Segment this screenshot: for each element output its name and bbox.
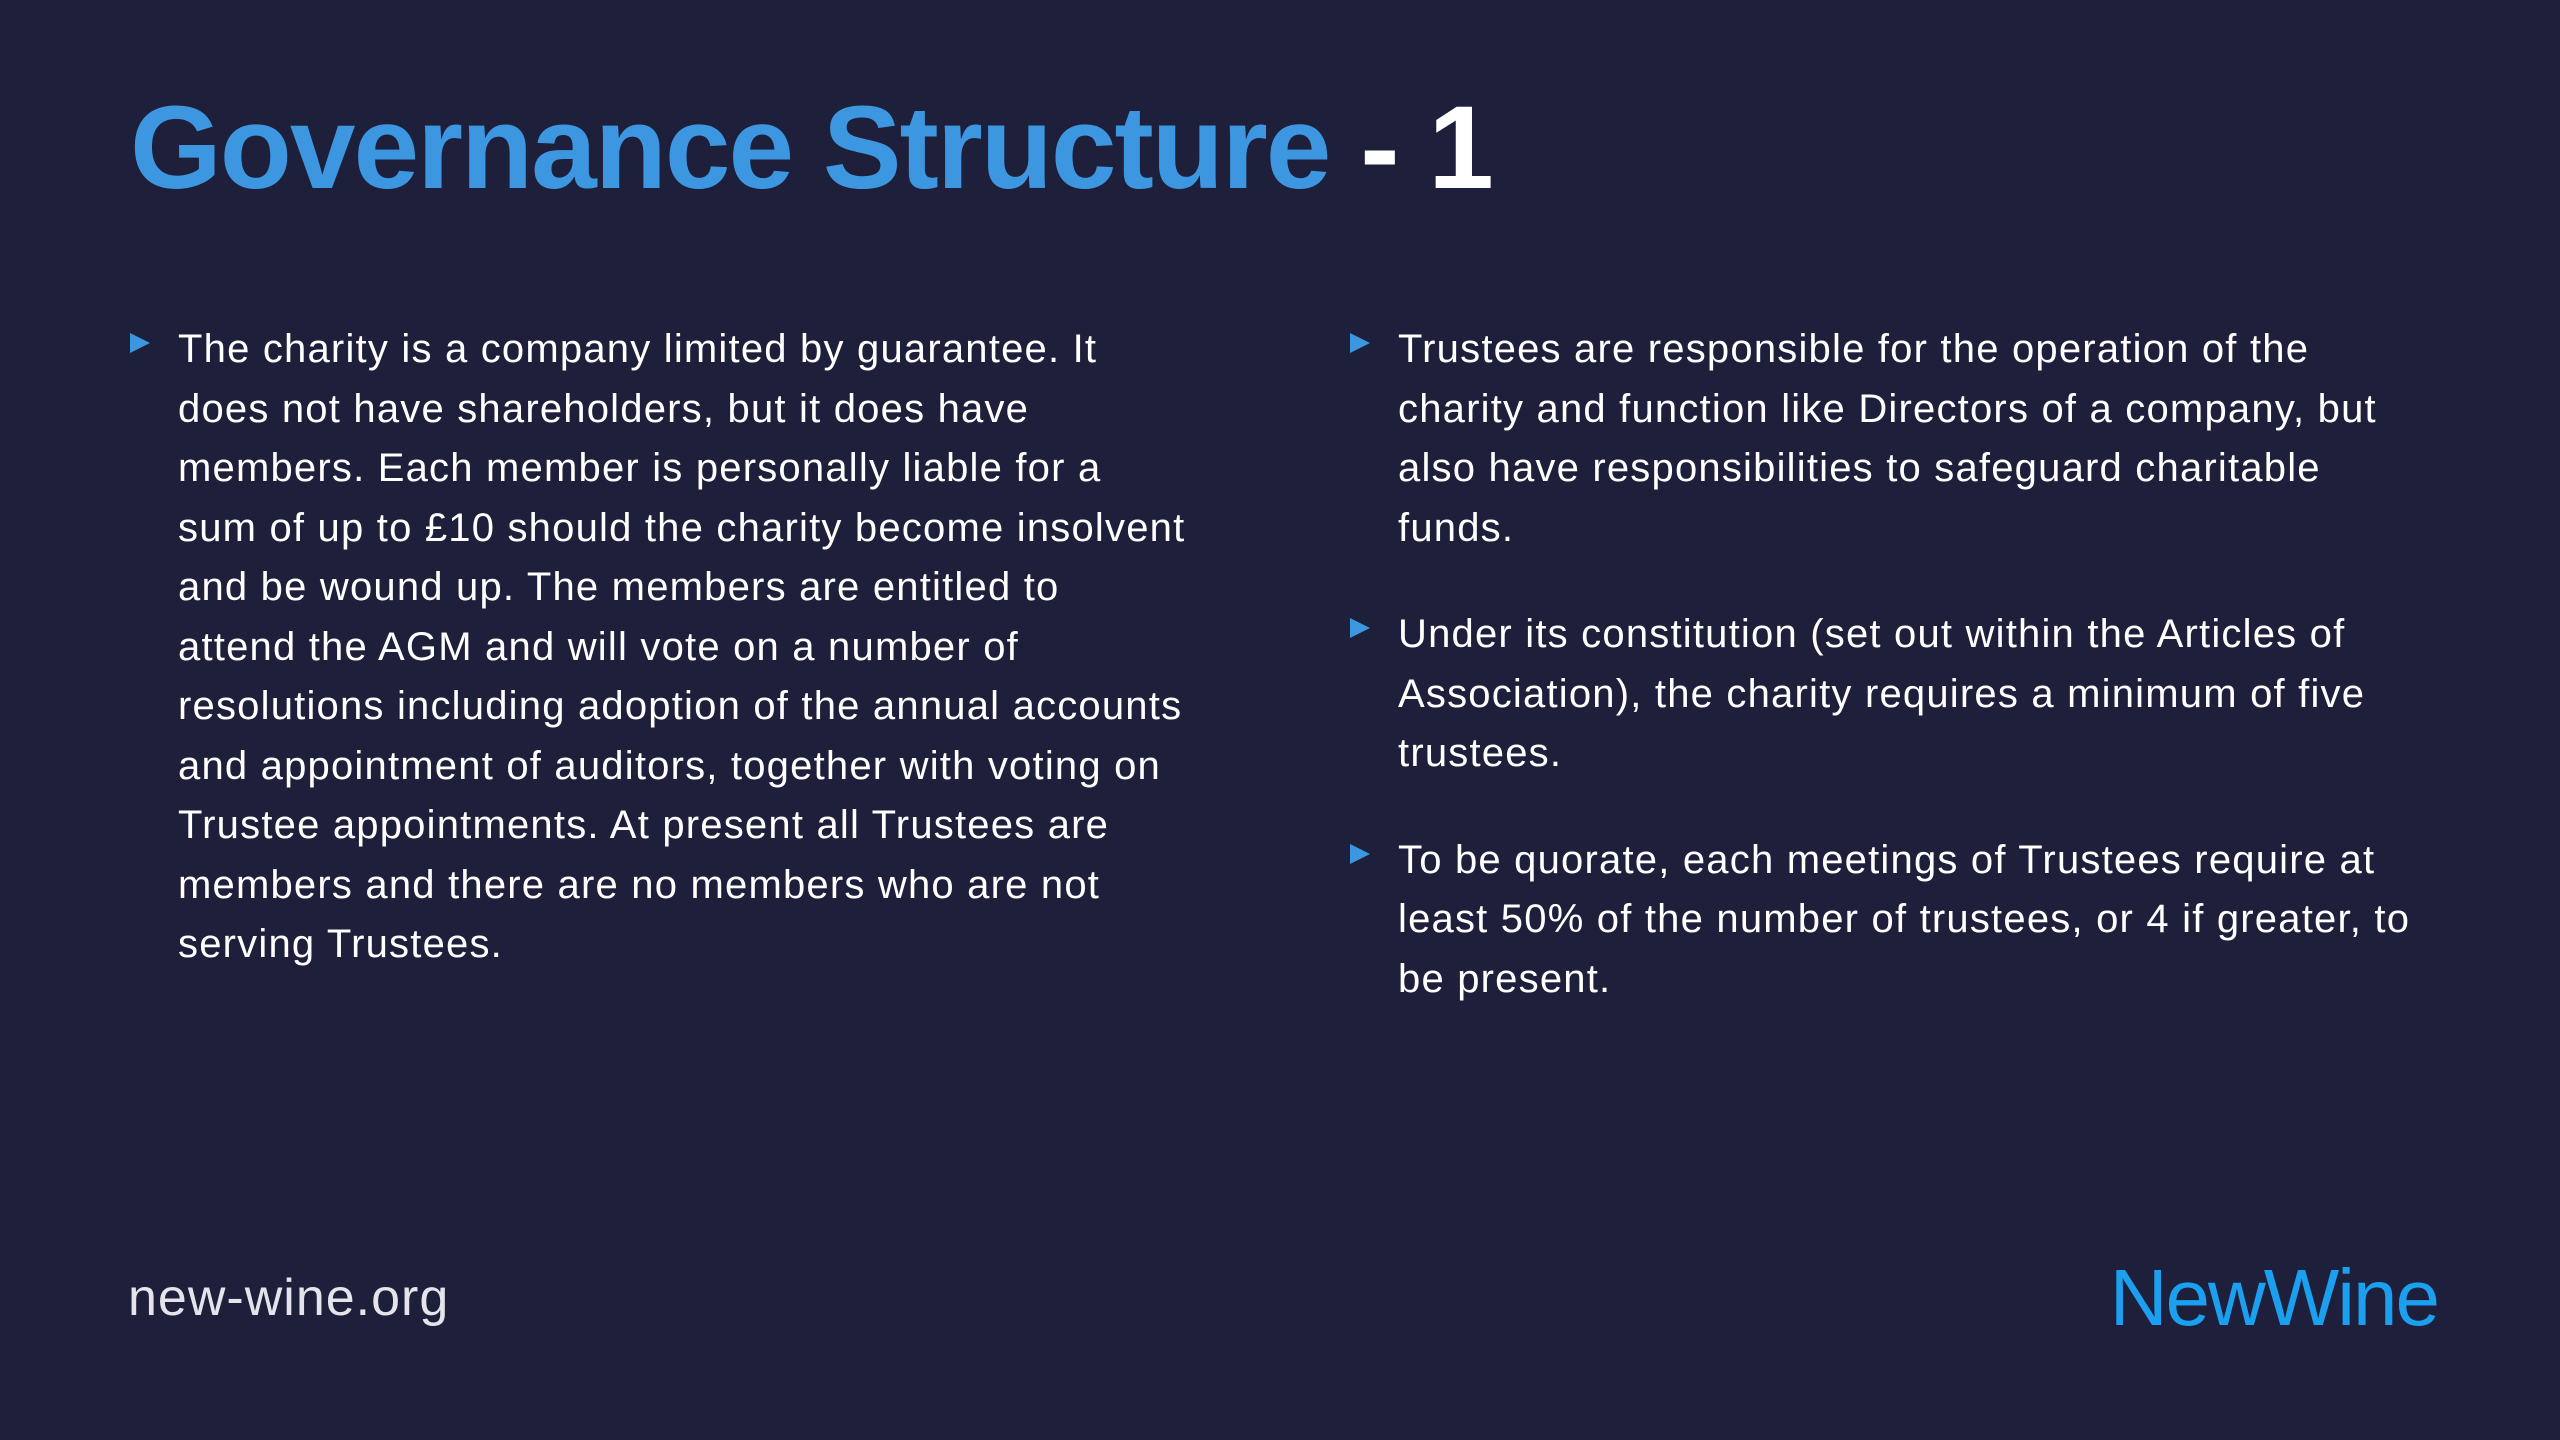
newwine-logo: NewWine [2109,1253,2438,1342]
right-column [1350,320,2440,1056]
bullet-text: Under its constitution (set out within the Articles of Association), the charity requires a minimum of five trustees. [1398,612,2366,775]
footer-url: new-wine.org [128,1269,450,1327]
bullet-item [1350,605,2440,784]
triangle-right-icon [1350,844,1370,864]
bullet-text: The charity is a company limited by guarantee. It does not have shareholders, but it does have members. Each member is personally liable for a sum of up to £10 should the charity become insolvent and be wound up. The members are entitled to attend the AGM and will vote on a number of resolutions including adoption of the annual accounts and appointment of auditors, together with voting on Trustee appointments. At present all Trustees are members and there are no members who are not serving Trustees. [178,327,1186,966]
slide-title [130,78,1492,220]
triangle-right-icon [1350,333,1370,353]
title-suffix: - 1 [1329,82,1492,214]
bullet-item [1350,831,2440,1010]
triangle-right-icon [1350,618,1370,638]
bullet-text: Trustees are responsible for the operation of the charity and function like Directors of a company, but also have responsibilities to safeguard charitable funds. [1398,327,2377,550]
bullet-text: To be quorate, each meetings of Trustees require at least 50% of the number of trustees, or 4 if greater, to be present. [1398,837,2411,1001]
bullet-item [1350,320,2440,558]
title-main: Governance Structure [130,82,1330,214]
left-column [130,320,1190,1022]
bullet-item [130,320,1190,975]
triangle-right-icon [130,333,150,353]
